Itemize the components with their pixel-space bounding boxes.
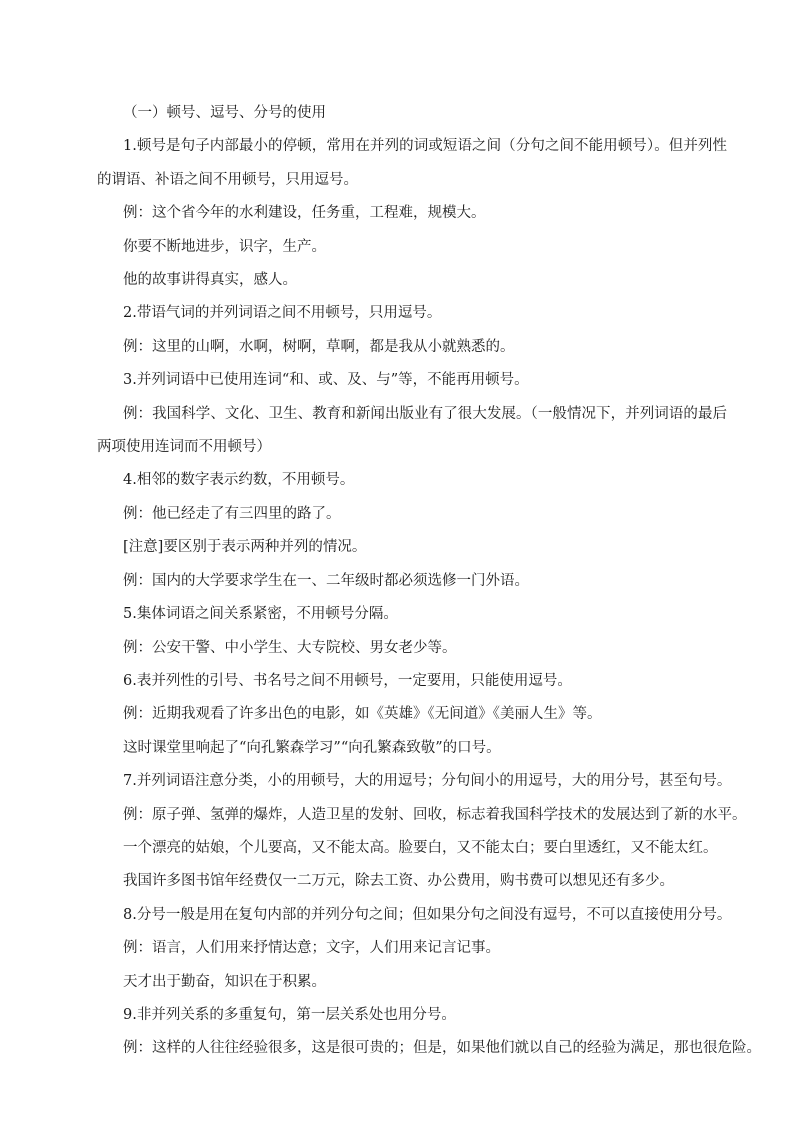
example-5: 例：公安干警、中小学生、大专院校、男女老少等。: [123, 639, 457, 656]
example-9: 例：这样的人往往经验很多，这是很可贵的；但是，如果他们就以自己的经验为满足，那也很危险。: [123, 1040, 761, 1057]
rule-1: 1.顿号是句子内部最小的停顿，常用在并列的词或短语之间（分句之间不能用顿号）。但并列性的谓语、补语之间不用顿号，只用逗号。: [97, 138, 727, 188]
rule-8: 8.分号一般是用在复句内部的并列分句之间；但如果分句之间没有逗号，不可以直接使用分号。: [123, 906, 732, 923]
example-8b: 天才出于勤奋，知识在于积累。: [123, 973, 326, 990]
example-1a: 例：这个省今年的水利建设，任务重，工程难，规模大。: [123, 205, 486, 222]
example-7c: 我国许多图书馆年经费仅一二万元，除去工资、办公费用，购书费可以想见还有多少。: [123, 873, 674, 890]
example-8a: 例：语言，人们用来抒情达意；文字，人们用来记言记事。: [123, 940, 500, 957]
document-body: [97, 97, 761, 1066]
example-7a: 例：原子弹、氢弹的爆炸，人造卫星的发射、回收，标志着我国科学技术的发展达到了新的水平。: [123, 806, 747, 823]
rule-2: 2.带语气词的并列词语之间不用顿号，只用逗号。: [123, 305, 442, 322]
note-4: [注意]要区别于表示两种并列的情况。: [123, 539, 367, 556]
rule-4: 4.相邻的数字表示约数，不用顿号。: [123, 472, 355, 489]
example-4: 例：他已经走了有三四里的路了。: [123, 505, 341, 522]
example-1c: 他的故事讲得真实，感人。: [123, 272, 297, 289]
example-2: 例：这里的山啊，水啊，树啊，草啊，都是我从小就熟悉的。: [123, 338, 515, 355]
example-6b: 这时课堂里响起了“向孔繁森学习”“向孔繁森致敬”的口号。: [123, 739, 501, 756]
section-heading: （一）顿号、逗号、分号的使用: [123, 105, 326, 121]
rule-9: 9.非并列关系的多重复句，第一层关系处也用分号。: [123, 1006, 456, 1023]
example-4b: 例：国内的大学要求学生在一、二年级时都必须选修一门外语。: [123, 572, 529, 589]
example-7b: 一个漂亮的姑娘，个儿要高，又不能太高。脸要白，又不能太白；要白里透红，又不能太红。: [123, 839, 718, 856]
rule-6: 6.表并列性的引号、书名号之间不用顿号，一定要用，只能使用逗号。: [123, 672, 572, 689]
example-1b: 你要不断地进步，识字，生产。: [123, 238, 326, 255]
example-6a: 例：近期我观看了许多出色的电影，如《英雄》《无间道》《美丽人生》等。: [123, 706, 602, 723]
rule-7: 7.并列词语注意分类，小的用顿号，大的用逗号；分句间小的用逗号，大的用分号，甚至句号。: [123, 773, 732, 790]
example-3: 例：我国科学、文化、卫生、教育和新闻出版业有了很大发展。（一般情况下，并列词语的最后两项使用连词而不用顿号）: [97, 405, 727, 456]
rule-3: 3.并列词语中已使用连词“和、或、及、与”等，不能再用顿号。: [123, 372, 529, 389]
rule-5: 5.集体词语之间关系紧密，不用顿号分隔。: [123, 606, 398, 623]
